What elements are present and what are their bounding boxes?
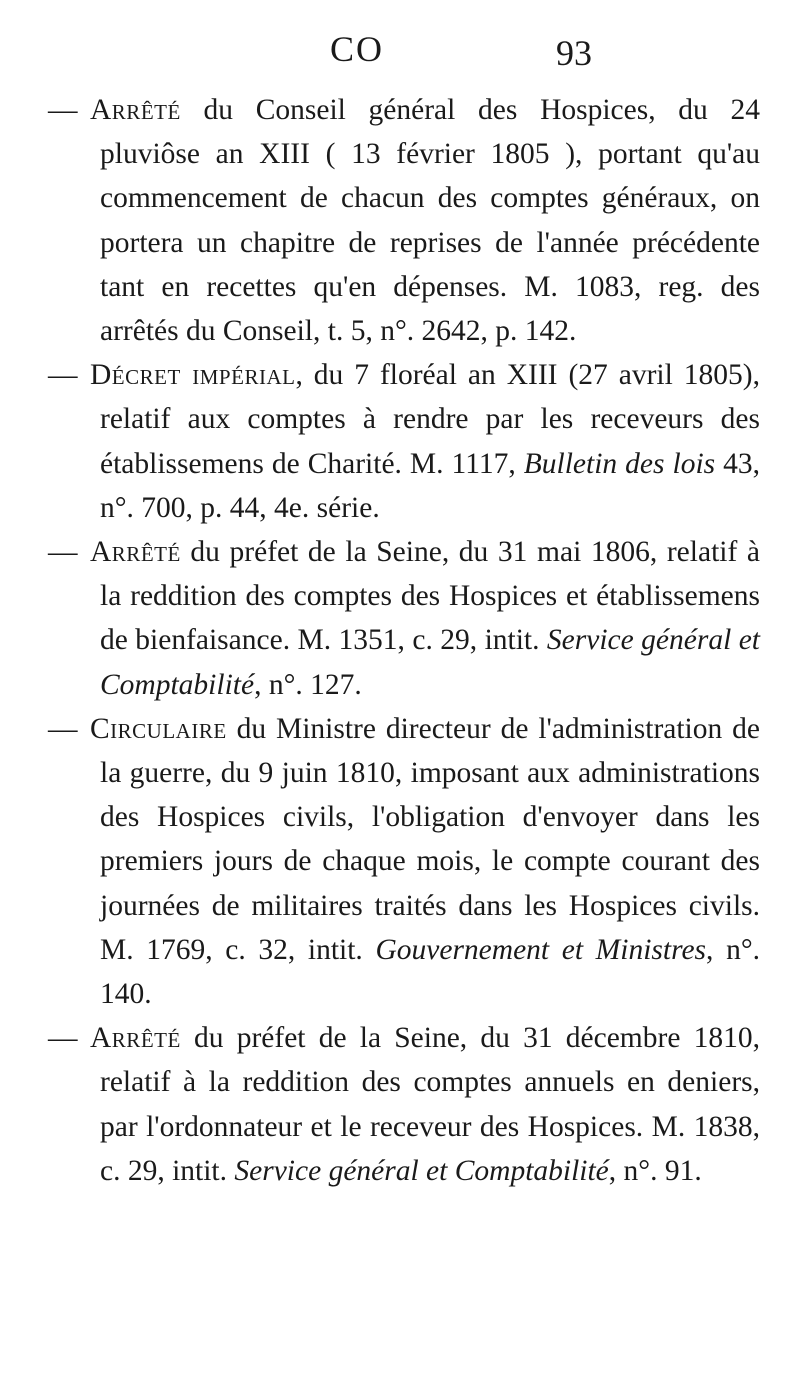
entry-arrete-conseil <box>48 88 760 353</box>
running-head: CO <box>330 29 385 69</box>
page-header <box>0 28 801 78</box>
entry-text: du préfet de la Seine, du 31 décembre 1810, relatif à la reddition des comptes annuels en deniers, par l'ordonnateur et le receveur des Hospices. M. 1838, c. 29, intit. <box>100 1022 760 1187</box>
entry-text: , du 7 floréal an XIII (27 avril 1805), relatif aux comptes à rendre par les receveurs des établissemens de Charité. M. 1117, <box>100 359 760 480</box>
entry-arrete-prefet-1806 <box>48 530 760 707</box>
body-text <box>48 88 760 1193</box>
entry-lead: Arrêté <box>90 1022 181 1055</box>
entry-lead: Circulaire <box>90 712 227 745</box>
entry-text: du Conseil général des Hospices, du 24 pluviôse an XIII ( 13 février 1805 ), portant qu'au commencement de chacun des comptes généraux, on portera un chapitre de reprises de l'année précédente tant en recettes qu'en dépenses. M. 1083, reg. des arrêtés du Conseil, t. 5, n°. 2642, p. 142. <box>100 94 760 348</box>
entry-dash: — <box>48 1022 78 1055</box>
entry-text-tail: , n°. 127. <box>254 668 362 701</box>
entry-circulaire <box>48 707 760 1016</box>
entry-italic-title: Bulletin des lois <box>523 447 716 480</box>
entry-lead: Décret impérial <box>90 359 296 392</box>
entry-italic-title: Service général et Comptabilité <box>100 624 760 701</box>
entry-italic-title: Service général et Comptabilité <box>234 1154 609 1187</box>
entry-text-tail: , n°. 91. <box>608 1154 702 1187</box>
entry-lead: Arrêté <box>90 536 181 569</box>
page-number: 93 <box>556 33 592 73</box>
entry-dash: — <box>48 536 78 569</box>
entry-text: du Ministre directeur de l'administration de la guerre, du 9 juin 1810, imposant aux administrations des Hospices civils, l'obligation d'envoyer dans les premiers jours de chaque mois, le compte courant des journées de militaires traités dans les Hospices civils. M. 1769, c. 32, intit. <box>100 712 760 966</box>
entry-arrete-prefet-1810 <box>48 1016 760 1193</box>
entry-italic-title: Gouvernement et Ministres <box>375 933 707 966</box>
entry-dash: — <box>48 712 78 745</box>
entry-dash: — <box>48 359 78 392</box>
entry-lead: Arrêté <box>90 94 181 126</box>
entry-dash: — <box>48 94 78 126</box>
entry-text: du préfet de la Seine, du 31 mai 1806, relatif à la reddition des comptes des Hospices et établissemens de bienfaisance. M. 1351, c. 29, intit. <box>100 536 760 657</box>
entry-text-tail: , n°. 140. <box>100 933 760 1011</box>
entry-text-tail: 43, n°. 700, p. 44, 4e. série. <box>100 447 761 524</box>
entry-decret-imperial <box>48 353 760 530</box>
